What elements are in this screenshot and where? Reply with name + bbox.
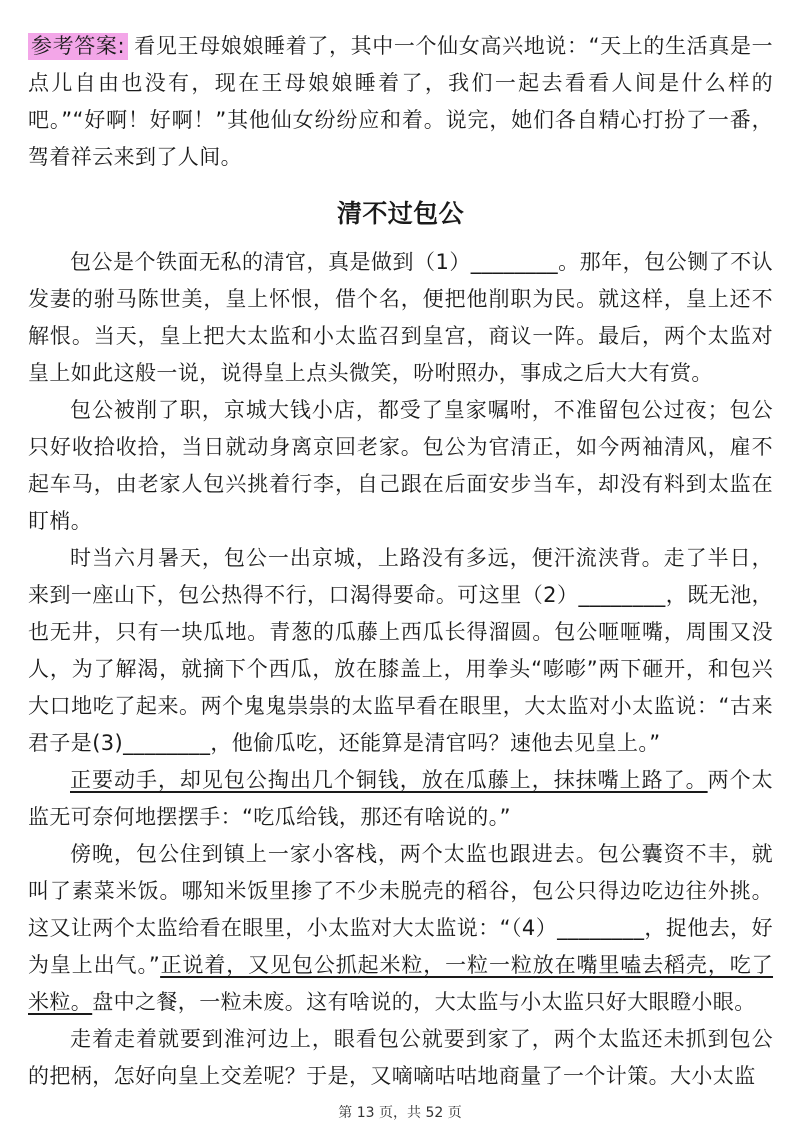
story-title: 清不过包公 [336,199,464,228]
paragraph-4 [28,762,773,836]
paragraph-5-start: 傍晚，包公住到镇上一家小客栈，两个太监也跟进去。包公囊资不丰，就叫了素菜米饭。哪知米饭里掺了不少未脱壳的稻谷，包公只得边吃边往外挑。这又让两个太监给看在眼里，小太监对大太监说：“（4）________，捉他去，好为皇上出气。” [28,842,773,977]
paragraph-3: 时当六月暑天，包公一出京城，上路没有多远，便汗流浃背。走了半日，来到一座山下，包公热得不行，口渴得要命。可这里（2）________，既无池，也无井，只有一块瓜地。青葱的瓜藤上西瓜长得溜圆。包公咂咂嘴，周围又没人，为了解渴，就摘下个西瓜，放在膝盖上，用拳头“嘭嘭”两下砸开，和包兴大口地吃了起来。两个鬼鬼祟祟的太监早看在眼里，大太监对小太监说：“古来君子是(3)________，他偷瓜吃，还能算是清官吗？速他去见皇上。” [28,546,773,755]
paragraph-5-end: 盘中之餐，一粒未废。这有啥说的，大太监与小太监只好大眼瞪小眼。 [92,990,756,1014]
paragraph-5 [28,836,773,1021]
answer-text: 看见王母娘娘睡着了，其中一个仙女高兴地说：“天上的生活真是一点儿自由也没有，现在王母娘娘睡着了，我们一起去看看人间是什么样的吧。”“好啊！好啊！”其他仙女纷纷应和着。说完，她们各自精心打扮了一番，驾着祥云来到了人间。 [28,34,773,169]
underlined-sentence-1: 正要动手，却见包公掏出几个铜钱，放在瓜藤上，抹抹嘴上路了。 [70,768,708,792]
paragraph-6: 走着走着就要到淮河边上，眼看包公就要到家了，两个太监还未抓到包公的把柄，怎好向皇上交差呢？于是，又嘀嘀咕咕地商量了一个计策。大小太监 [28,1027,773,1088]
paragraph-2: 包公被削了职，京城大钱小店，都受了皇家嘱咐，不准留包公过夜；包公只好收拾收拾，当日就动身离京回老家。包公为官清正，如今两袖清风，雇不起车马，由老家人包兴挑着行李，自己跟在后面安步当车，却没有料到太监在盯梢。 [28,398,773,533]
page-number: 第 13 页，共 52 页 [338,1105,462,1121]
page-content [28,28,773,1095]
answer-highlight-tag: 参考答案: [28,33,128,60]
paragraph-4-rest: 两个太监无可奈何地摆摆手：“吃瓜给钱，那还有啥说的。” [28,768,773,829]
underlined-sentence-2: 正说着，又见包公抓起米粒，一粒一粒放在嘴里嗑去稻壳，吃了米粒。 [28,953,774,1014]
paragraph-1: 包公是个铁面无私的清官，真是做到（1）________。那年，包公铡了不认发妻的驸马陈世美，皇上怀恨，借个名，便把他削职为民。就这样，皇上还不解恨。当天，皇上把大太监和小太监召到皇宫，商议一阵。最后，两个太监对皇上如此这般一说，说得皇上点头微笑，吩咐照办，事成之后大大有赏。 [28,250,773,385]
reference-answer [28,28,773,176]
